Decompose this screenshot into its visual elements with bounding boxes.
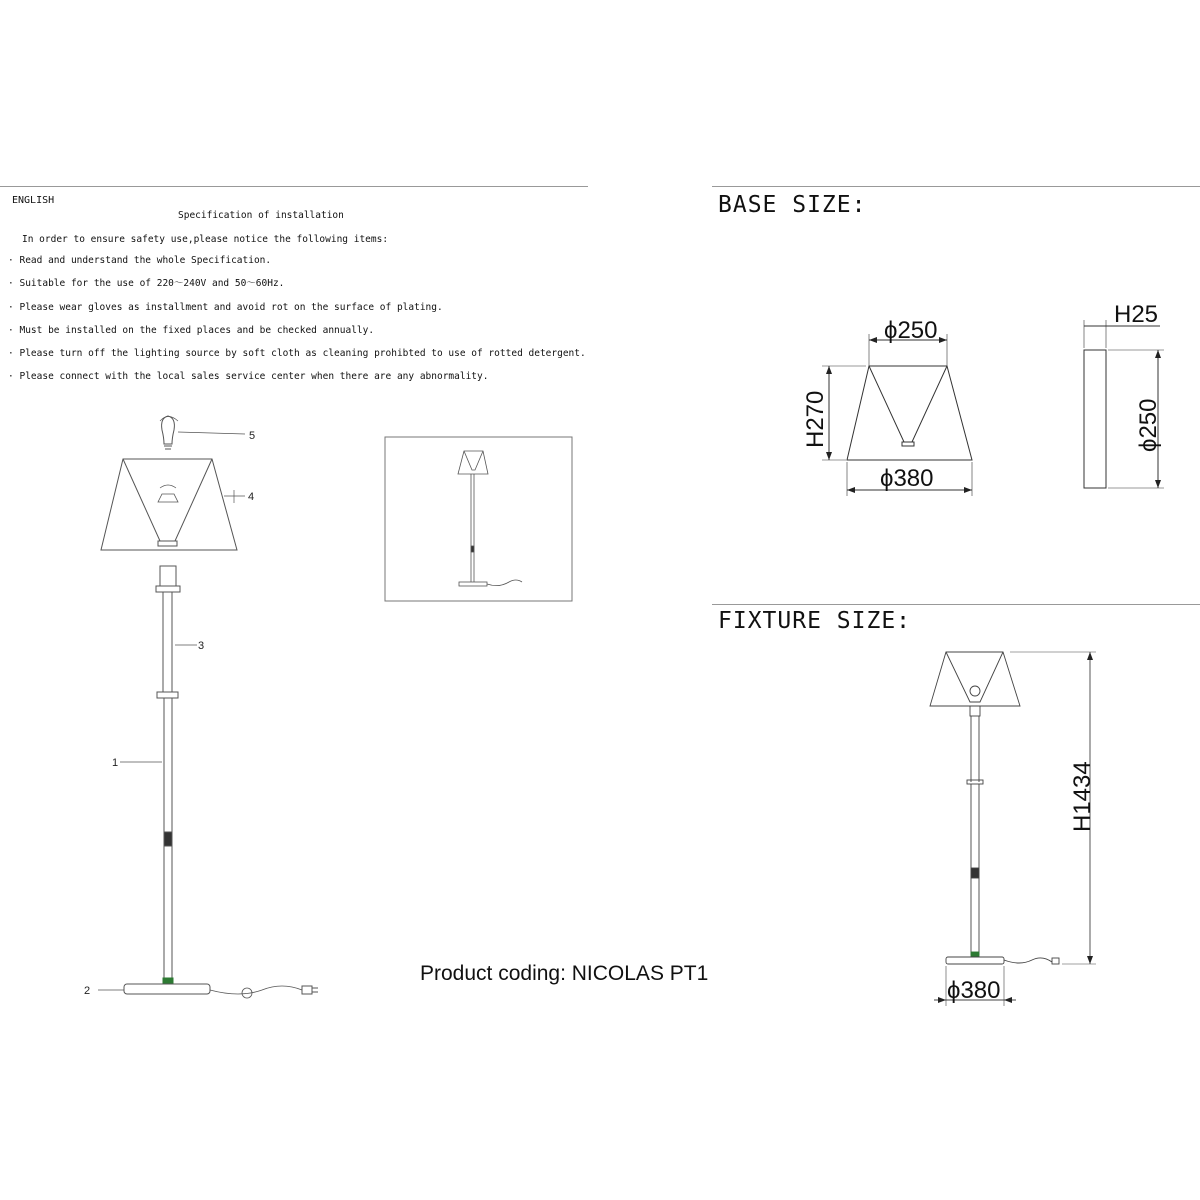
product-coding: Product coding: NICOLAS PT1 [420,962,709,985]
part-label-1: 1 [112,757,119,769]
bulb-icon [160,416,178,449]
base-size-drawing [780,300,1200,500]
spec-title: Specification of installation [178,210,344,221]
list-item: · Please wear gloves as installment and avoid rot on the surface of plating. [8,302,443,313]
exploded-lamp-drawing [0,400,380,1020]
base-bottom-diameter: ϕ380 [880,465,934,492]
fixture-size-title: FIXTURE SIZE: [718,608,912,634]
list-item: · Please turn off the lighting source by soft cloth as cleaning prohibted to use of rotted detergent. [8,348,586,359]
list-item: · Must be installed on the fixed places and be checked annually. [8,325,375,336]
assembled-lamp-preview [384,436,574,604]
base-side-diameter: ϕ250 [1135,398,1162,452]
fixture-rule [712,604,1200,605]
list-item-text: Please turn off the lighting source by soft cloth as cleaning prohibted to use of rotted detergent. [19,348,586,359]
list-item-text: Please wear gloves as installment and avoid rot on the surface of plating. [19,302,443,313]
spec-intro: In order to ensure safety use,please notice the following items: [22,234,389,245]
left-top-rule [0,186,588,187]
language-label: ENGLISH [12,195,55,206]
base-top-diameter: ϕ250 [884,317,938,344]
list-item-text: Must be installed on the fixed places and be checked annually. [19,325,375,336]
base-thickness: H25 [1114,301,1159,328]
list-item: · Suitable for the use of 220～240V and 50～60Hz. [8,278,285,289]
right-top-rule [712,186,1200,187]
part-label-5: 5 [249,430,256,442]
fixture-size-drawing [920,640,1200,1020]
list-item: · Please connect with the local sales service center when there are any abnormality. [8,371,489,382]
list-item-text: Please connect with the local sales service center when there are any abnormality. [19,371,489,382]
base-height: H270 [802,390,829,448]
base-size-title: BASE SIZE: [718,192,867,218]
list-item-text: Read and understand the whole Specification. [19,255,272,266]
list-item-text: Suitable for the use of 220～240V and 50～60Hz. [19,278,285,289]
fixture-height: H1434 [1069,761,1096,832]
shade-drawing [101,459,237,550]
list-item: · Read and understand the whole Specification. [8,255,272,266]
fixture-base-diameter: ϕ380 [947,977,1001,1004]
part-label-4: 4 [248,491,255,503]
part-label-2: 2 [84,985,91,997]
part-label-3: 3 [198,640,205,652]
